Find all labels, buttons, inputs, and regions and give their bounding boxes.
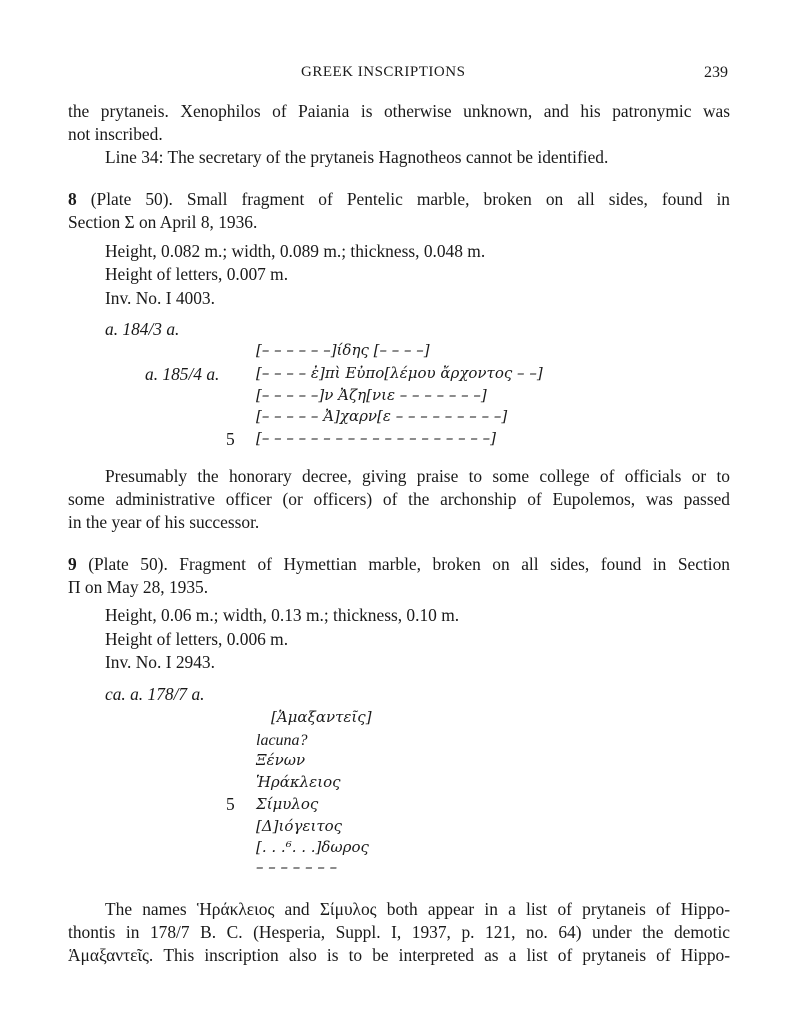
item9-dimensions: Height, 0.06 m.; width, 0.13 m.; thickness, 0.10 m. (105, 605, 460, 625)
item8-number: 8 (68, 189, 77, 209)
item8-commentary (68, 465, 730, 534)
prev-line-1: the prytaneis. Xenophilos of Paiania is otherwise unknown, and his patronymic was (68, 101, 730, 121)
item9-date: ca. a. 178/7 a. (105, 684, 205, 704)
item9-inscription-line-4: Ἡράκλειος (256, 773, 341, 791)
item9-inscription-dashes: – – – – – – – (256, 858, 338, 876)
item8-comment-line-1: Presumably the honorary decree, giving praise to some college of officials or to (105, 466, 730, 486)
item9-commentary (68, 898, 730, 967)
item8-date-2: a. 185/4 a. (145, 364, 220, 384)
item9-inscription-line-5: Σίμυλος (256, 795, 319, 813)
item8-dimensions: Height, 0.082 m.; width, 0.089 m.; thickness, 0.048 m. (105, 241, 486, 261)
item8-date-1: a. 184/3 a. (105, 319, 180, 339)
item9-line-number-5: 5 (226, 794, 235, 814)
page-number: 239 (704, 64, 728, 81)
item9-description: (Plate 50). Fragment of Hymettian marble, broken on all sides, found in Section (76, 554, 730, 574)
item9-heading (68, 553, 730, 599)
item8-line-number-5: 5 (226, 429, 235, 449)
prev-line-3: Line 34: The secretary of the prytaneis Hagnotheos cannot be identified. (105, 147, 609, 167)
prev-paragraph (68, 100, 730, 146)
prev-line-2: not inscribed. (68, 124, 163, 144)
item8-inscription-line-1: [– – – – – –]ίδης [– – – –] (256, 341, 430, 359)
item9-comment-line-3: Ἁμαξαντεῖς. This inscription also is to be interpreted as a list of prytaneis of Hippo- (68, 945, 730, 965)
item9-inscription-line-6: [Δ]ιόγειτος (256, 817, 343, 835)
item9-comment-line-1: The names Ἡράκλειος and Σίμυλος both appear in a list of prytaneis of Hippo- (105, 899, 730, 919)
item9-inventory: Inv. No. I 2943. (105, 652, 215, 672)
item8-description: (Plate 50). Small fragment of Pentelic marble, broken on all sides, found in (76, 189, 730, 209)
item9-lacuna-note: lacuna? (256, 732, 308, 749)
item8-heading (68, 188, 730, 234)
item8-comment-line-3: in the year of his successor. (68, 512, 260, 532)
running-header: GREEK INSCRIPTIONS (301, 64, 466, 80)
item9-comment-line-2: thontis in 178/7 B. C. (Hesperia, Suppl. I, 1937, p. 121, no. 64) under the demotic (68, 922, 730, 942)
item8-inscription-line-3: [– – – – –]ν Ἀζη[νιε – – – – – – –] (256, 386, 487, 404)
item8-inventory: Inv. No. I 4003. (105, 288, 215, 308)
item8-comment-line-2: some administrative officer (or officers) of the archonship of Eupolemos, was passed (68, 489, 730, 509)
item9-letter-height: Height of letters, 0.006 m. (105, 629, 289, 649)
item8-inscription-line-4: [– – – – – Ἀ]χαρν[ε – – – – – – – – –] (256, 407, 508, 425)
item9-inscription-line-1: [Ἁμαξαντεῖς] (271, 708, 372, 726)
item9-inscription-line-7: [. . .⁶. . .]δωρος (256, 838, 369, 856)
item8-letter-height: Height of letters, 0.007 m. (105, 264, 289, 284)
item8-inscription-line-5: [– – – – – – – – – – – – – – – – – – –] (256, 429, 497, 447)
item8-inscription-line-2: [– – – – ἐ]πὶ Εὐπο[λέμου ἄρχοντος – –] (256, 364, 543, 382)
item9-number: 9 (68, 554, 77, 574)
item9-inscription-line-3: Ξένων (256, 751, 306, 769)
item8-description-line2: Section Σ on April 8, 1936. (68, 212, 258, 232)
item9-description-line2: Π on May 28, 1935. (68, 577, 209, 597)
